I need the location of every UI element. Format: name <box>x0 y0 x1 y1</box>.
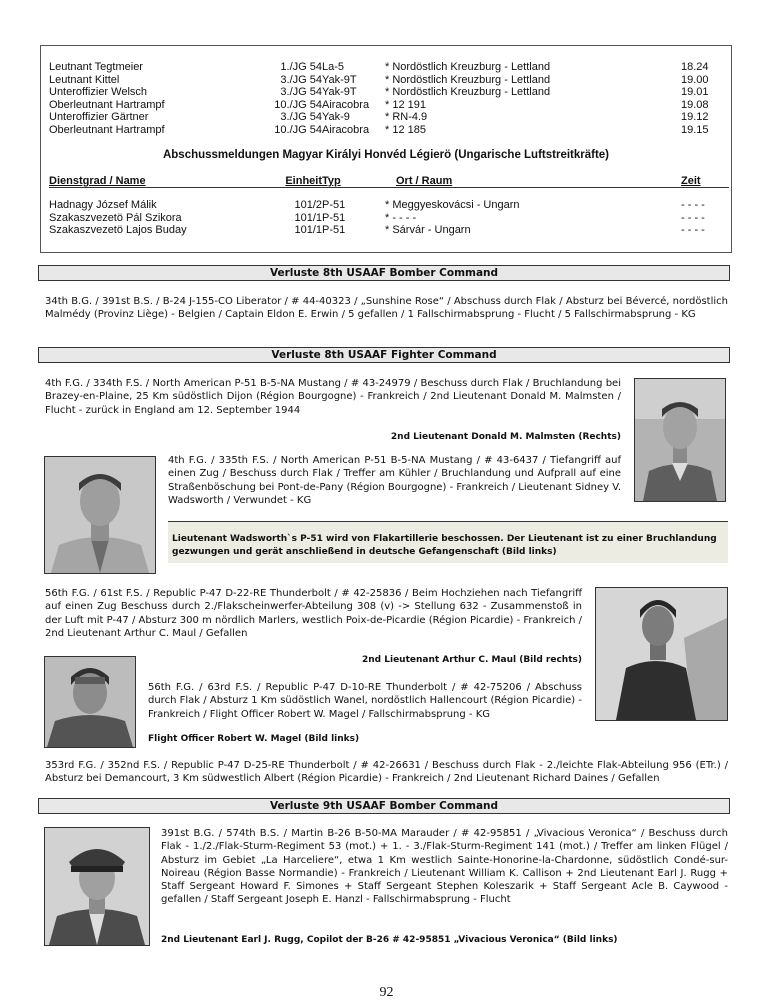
table-row <box>49 86 725 99</box>
cell-location: * Meggyeskovácsi - Ungarn <box>385 199 520 211</box>
hungarian-claims-table <box>49 199 725 239</box>
table-row <box>49 99 725 112</box>
cell-unit: 101/1 <box>294 224 322 237</box>
entry-wadsworth: 4th F.G. / 335th F.S. / North American P-51 B-5-NA Mustang / # 43-6437 / Tiefangriff auf einen Zug / Beschuss durch Flak / Treffer am Kühler / Bruchlandung und Aufprall auf eine Straßenböschung bei Pont-de-Pany (Région Bourgogne) - Frankreich / Lieutenant Sidney V. Wadsworth / Verwundet - KG <box>168 455 621 506</box>
cell-name: Leutnant Kittel <box>49 73 120 86</box>
cell-time: 19.12 <box>681 111 709 124</box>
cell-location: * Nordöstlich Kreuzburg - Lettland <box>385 86 551 99</box>
cell-location: * 12 191 <box>385 98 426 111</box>
cell-name: Leutnant Tegtmeier <box>49 61 143 73</box>
cell-unit: 10./JG 54 <box>274 98 322 111</box>
cell-name: Oberleutnant Hartrampf <box>49 124 165 136</box>
note-wadsworth: Lieutenant Wadsworth`s P-51 wird von Flakartillerie beschossen. Der Lieutenant ist zu einer Bruchlandung gezwungen und gerät anschließend in deutsche Gefangenschaft (Bild links) <box>168 521 728 563</box>
claims-box <box>40 45 732 253</box>
cell-location: * Sárvár - Ungarn <box>385 224 471 237</box>
caption-rugg: 2nd Lieutenant Earl J. Rugg, Copilot der B-26 # 42-95851 „Vivacious Veronica“ (Bild links) <box>161 935 618 945</box>
page-number: 92 <box>379 985 394 1000</box>
header-rule <box>49 187 729 188</box>
cell-time: - - - - <box>681 199 705 211</box>
cell-name: Unteroffizier Gärtner <box>49 111 149 124</box>
cell-type: P-51 <box>322 199 346 211</box>
cell-unit: 10./JG 54 <box>274 124 322 136</box>
header-rank: Dienstgrad / Name <box>49 175 146 187</box>
cell-location: * 12 185 <box>385 124 426 136</box>
photo-rugg <box>44 827 150 946</box>
cell-type: Yak-9T <box>322 86 357 99</box>
photo-malmsten <box>634 378 726 502</box>
table-row <box>49 74 725 87</box>
cell-type: Yak-9 <box>322 111 350 124</box>
cell-type: Airacobra <box>322 98 370 111</box>
cell-type: Airacobra <box>322 124 370 136</box>
cell-unit: 3./JG 54 <box>280 73 322 86</box>
header-location: Ort / Raum <box>396 175 453 187</box>
entry-8th-bomber: 34th B.G. / 391st B.S. / B-24 J-155-CO Liberator / # 44-40323 / „Sunshine Rose“ / Abschuss durch Flak / Absturz bei Bévercé, nordöstlich Malmédy (Provinz Liège) - Belgien / Captain Eldon E. Erwin / 5 gefallen / 1 Fallschirmabsprung - Flucht / 5 Fallschirmabsprung - KG <box>45 296 728 321</box>
cell-time: 18.24 <box>681 61 709 73</box>
table-row <box>49 224 725 237</box>
cell-name: Szakaszvezetö Lajos Buday <box>49 224 187 237</box>
header-time: Zeit <box>681 175 701 187</box>
cell-name: Hadnagy József Málik <box>49 199 157 211</box>
cell-name: Unteroffizier Welsch <box>49 86 148 99</box>
section-9th-bomber-title: Verluste 9th USAAF Bomber Command <box>38 798 730 814</box>
table-row <box>49 111 725 124</box>
cell-time: 19.08 <box>681 98 709 111</box>
cell-name: Oberleutnant Hartrampf <box>49 98 165 111</box>
cell-unit: 101/1 <box>294 211 322 224</box>
entry-magel: 56th F.G. / 63rd F.S. / Republic P-47 D-10-RE Thunderbolt / # 42-75206 / Abschuss durch Flak / Absturz 1 Km südöstlich Wanel, nordöstlich Hallencourt (Région Picardie) - Frankreich / Flight Officer Robert W. Magel / Fallschirmabsprung - KG <box>148 682 582 720</box>
entry-maul: 56th F.G. / 61st F.S. / Republic P-47 D-22-RE Thunderbolt / # 42-25836 / Beim Hochziehen nach Tiefangriff auf einen Zug Beschuss durch 2./Flakscheinwerfer-Abteilung 308 (v) -> Stellung 632 - Zusammenstoß in der Luft mit P-47 / Absturz 300 m nördlich Marlers, westlich Poix-de-Picardie (Région Picardie) - Frankreich / 2nd Lieutenant Arthur C. Maul / Gefallen <box>45 588 582 639</box>
photo-magel <box>44 656 136 748</box>
section-8th-fighter-title: Verluste 8th USAAF Fighter Command <box>38 347 730 363</box>
cell-name: Szakaszvezetö Pál Szikora <box>49 211 182 224</box>
luftwaffe-claims-table <box>49 61 725 141</box>
cell-location: * RN-4.9 <box>385 111 428 124</box>
cell-time: 19.00 <box>681 73 709 86</box>
photo-wadsworth <box>44 456 156 574</box>
table-row <box>49 124 725 137</box>
header-unit: Einheit <box>285 175 322 187</box>
entry-daines: 353rd F.G. / 352nd F.S. / Republic P-47 D-25-RE Thunderbolt / # 42-26631 / Beschuss durch Flak - 2./leichte Flak-Abteilung 956 (ETr.) / Absturz bei Demancourt, 3 Km südwestlich Albert (Région Picardie) - Frankreich / 2nd Lieutenant Richard Daines / Gefallen <box>45 760 728 785</box>
caption-maul: 2nd Lieutenant Arthur C. Maul (Bild rechts) <box>362 655 582 665</box>
table-row <box>49 212 725 225</box>
cell-unit: 3./JG 54 <box>280 86 322 99</box>
entry-malmsten: 4th F.G. / 334th F.S. / North American P-51 B-5-NA Mustang / # 43-24979 / Beschuss durch Flak / Bruchlandung bei Brazey-en-Plaine, 25 Km südöstlich Dijon (Région Bourgogne) - Frankreich / 2nd Lieutenant Donald M. Malmsten / Flucht - zurück in England am 12. September 1944 <box>45 378 621 416</box>
cell-unit: 101/2 <box>294 199 322 211</box>
header-type: Typ <box>322 175 341 187</box>
cell-time: - - - - <box>681 224 705 237</box>
cell-unit: 3./JG 54 <box>280 111 322 124</box>
cell-location: * - - - - <box>385 211 417 224</box>
cell-time: 19.15 <box>681 124 709 136</box>
caption-magel: Flight Officer Robert W. Magel (Bild links) <box>148 734 360 744</box>
cell-location: * Nordöstlich Kreuzburg - Lettland <box>385 61 551 73</box>
cell-type: Yak-9T <box>322 73 357 86</box>
cell-location: * Nordöstlich Kreuzburg - Lettland <box>385 73 551 86</box>
cell-type: La-5 <box>322 61 345 73</box>
table-row <box>49 61 725 74</box>
hungarian-claims-title: Abschussmeldungen Magyar Királyi Honvéd Légierö (Ungarische Luftstreitkräfte) <box>162 149 610 161</box>
cell-type: P-51 <box>322 224 346 237</box>
caption-malmsten: 2nd Lieutenant Donald M. Malmsten (Rechts) <box>390 432 621 442</box>
cell-time: - - - - <box>681 211 705 224</box>
table-row <box>49 199 725 212</box>
cell-type: P-51 <box>322 211 346 224</box>
section-8th-bomber-title: Verluste 8th USAAF Bomber Command <box>38 265 730 281</box>
cell-time: 19.01 <box>681 86 709 99</box>
cell-unit: 1./JG 54 <box>280 61 322 73</box>
entry-rugg: 391st B.G. / 574th B.S. / Martin B-26 B-50-MA Marauder / # 42-95851 / „Vivacious Veronica“ / Beschuss durch Flak - 1./2./Flak-Sturm-Regiment 53 (mot.) + 1. - 3./Flak-Sturm-Regiment 141 (mot.) / Treffer am linken Flügel / Absturz im Gebiet „La Harceliere“, etwa 1 Km westlich Sainte-Honorine-la-Chardonne, südöstlich Condé-sur-Noireau (Région Basse Normandie) - Frankreich / Lieutenant William K. Callison + 2nd Lieutenant Earl J. Rugg + Staff Sergeant Howard F. Simones + Staff Sergeant Stephen Koleszarik + Staff Sergeant Acle B. Caywood - gefallen / Staff Sergeant Joseph E. Hanzl - Fallschirmabsprung - Flucht <box>161 828 728 906</box>
photo-maul <box>595 587 728 721</box>
